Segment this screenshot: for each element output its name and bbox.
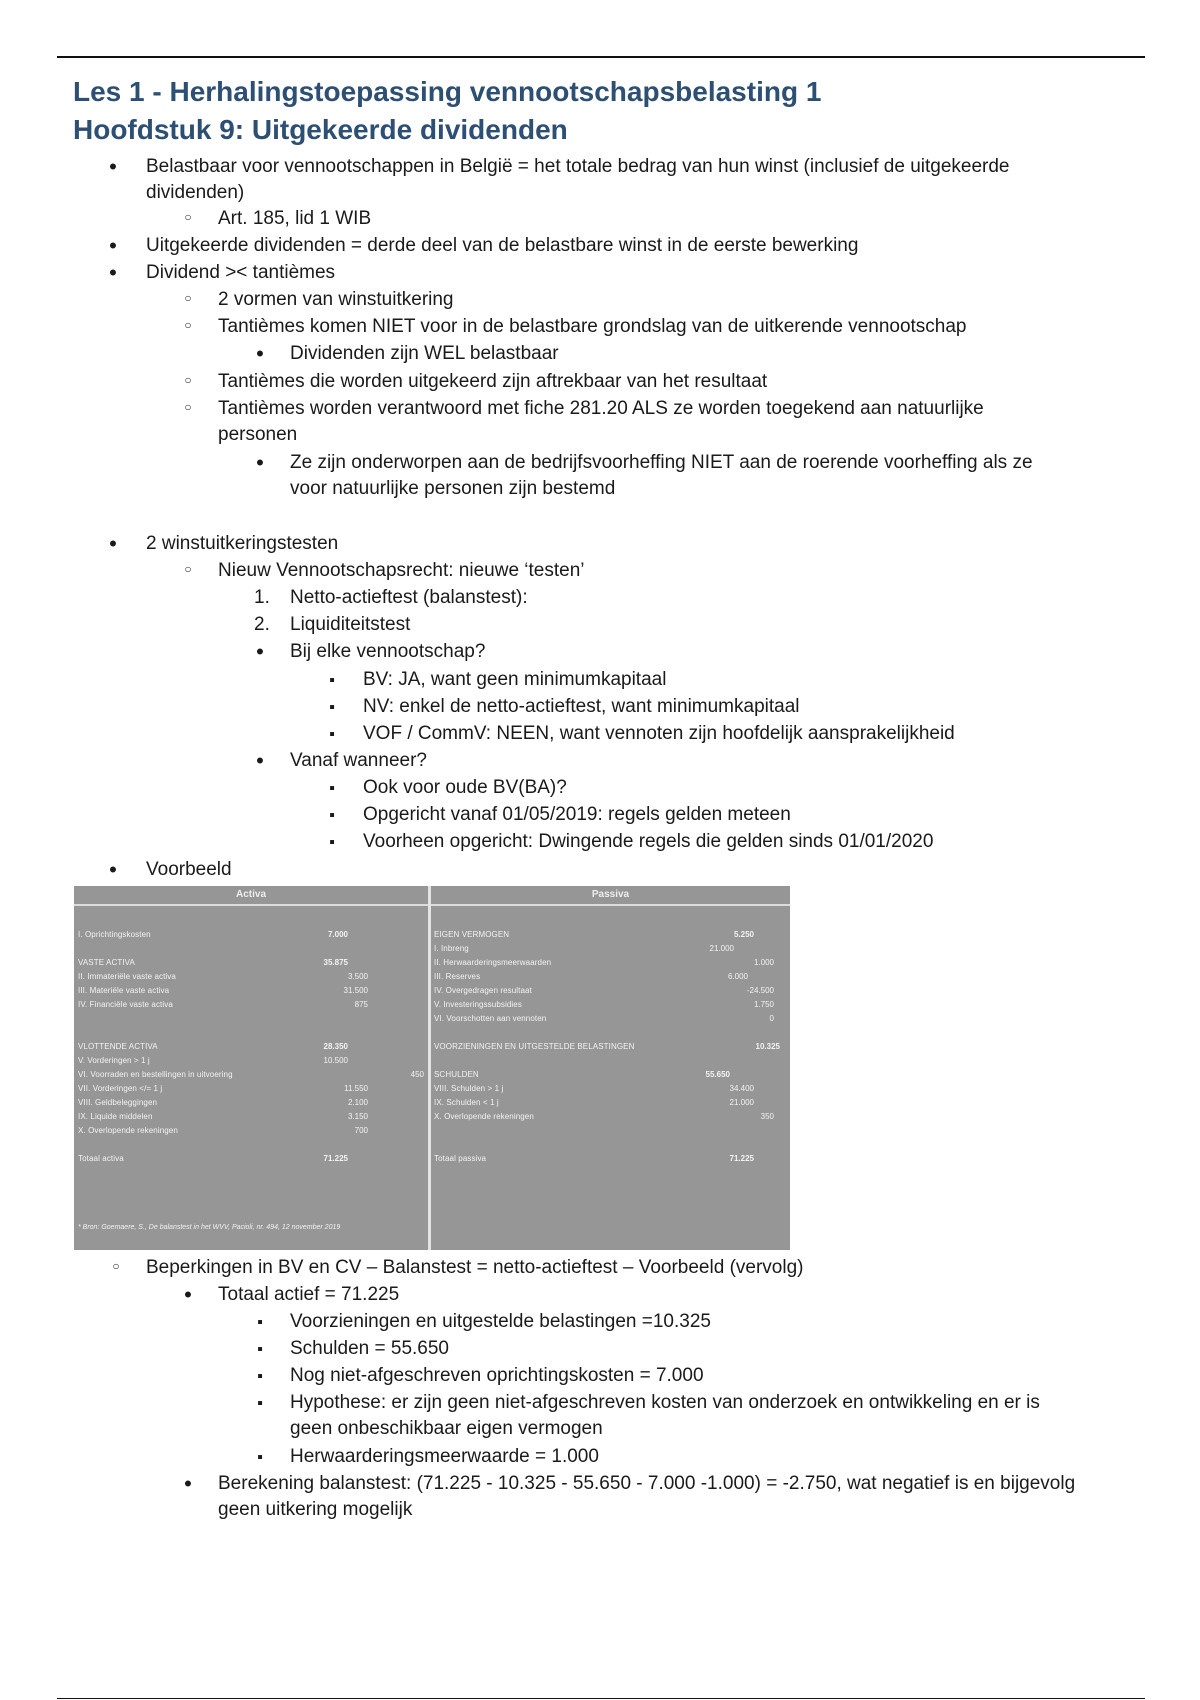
- activa-total-value: 71.225: [323, 1154, 348, 1163]
- page-title: Les 1 - Herhalingstoepassing vennootschapsbelasting 1: [73, 76, 822, 107]
- bullet-circle-icon: [180, 396, 196, 423]
- list-item: NV: enkel de netto-actieftest, want minimumkapitaal: [363, 696, 800, 717]
- list-item: BV: JA, want geen minimumkapitaal: [363, 669, 667, 690]
- activa-label: III. Materiële vaste activa: [78, 986, 170, 995]
- list-item: Nieuw Vennootschapsrecht: nieuwe ‘testen’: [218, 560, 585, 581]
- list-item: Tantièmes die worden uitgekeerd zijn aftrekbaar van het resultaat: [218, 371, 768, 392]
- list-item: Voorheen opgericht: Dwingende regels die gelden sinds 01/01/2020: [363, 831, 934, 852]
- passiva-value: 0: [769, 1014, 774, 1023]
- activa-value: 7.000: [327, 930, 348, 939]
- passiva-value: 34.400: [729, 1084, 754, 1093]
- list-item: dividenden): [146, 182, 245, 203]
- passiva-value: 21.000: [729, 1098, 754, 1107]
- list-item: Uitgekeerde dividenden = derde deel van de belastbare winst in de eerste bewerking: [146, 235, 859, 256]
- list-item: Opgericht vanaf 01/05/2019: regels gelden meteen: [363, 804, 791, 825]
- activa-label: IV. Financiële vaste activa: [78, 1000, 173, 1009]
- list-item: VOF / CommV: NEEN, want vennoten zijn hoofdelijk aansprakelijkheid: [363, 723, 955, 744]
- list-number: 2.: [254, 614, 270, 635]
- list-item: geen uitkering mogelijk: [218, 1499, 413, 1520]
- activa-value: 3.150: [347, 1112, 368, 1121]
- list-item: Nog niet-afgeschreven oprichtingskosten = 7.000: [290, 1365, 704, 1386]
- bullet-circle-icon: [180, 369, 196, 396]
- activa-value: 875: [354, 1000, 368, 1009]
- activa-label: IX. Liquide middelen: [78, 1112, 153, 1121]
- bullet-disc-icon: [180, 1282, 196, 1310]
- bullet-square-icon: [324, 721, 340, 748]
- passiva-value: 10.325: [755, 1042, 780, 1051]
- passiva-value: 350: [760, 1112, 774, 1121]
- balance-sheet-image: [74, 886, 790, 1250]
- bullet-disc-icon: [105, 154, 121, 182]
- bullet-circle-icon: [180, 206, 196, 233]
- list-item: Totaal actief = 71.225: [218, 1284, 400, 1305]
- top-rule: [57, 56, 1145, 58]
- activa-total-label: Totaal activa: [78, 1154, 124, 1163]
- passiva-value: 1.750: [753, 1000, 774, 1009]
- activa-label: II. Immateriële vaste activa: [78, 972, 176, 981]
- bullet-square-icon: [324, 667, 340, 694]
- list-item: Herwaarderingsmeerwaarde = 1.000: [290, 1446, 599, 1467]
- bullet-square-icon: [252, 1363, 268, 1390]
- activa-value: 35.875: [323, 958, 348, 967]
- passiva-value: 5.250: [733, 930, 754, 939]
- sheet-column-divider: [428, 886, 431, 1250]
- activa-label: I. Oprichtingskosten: [78, 930, 151, 939]
- bottom-rule: [57, 1698, 1145, 1699]
- bullet-disc-icon: [105, 857, 121, 885]
- activa-value: 450: [410, 1070, 424, 1079]
- bullet-circle-icon: [180, 314, 196, 341]
- list-item: Beperkingen in BV en CV – Balanstest = netto-actieftest – Voorbeeld (vervolg): [146, 1257, 804, 1278]
- passiva-label: EIGEN VERMOGEN: [434, 930, 510, 939]
- list-item: Tantièmes komen NIET voor in de belastbare grondslag van de uitkerende vennootschap: [218, 316, 967, 337]
- passiva-label: I. Inbreng: [434, 944, 469, 953]
- bullet-square-icon: [324, 775, 340, 802]
- list-item: Bij elke vennootschap?: [290, 641, 486, 662]
- list-item: Tantièmes worden verantwoord met fiche 281.20 ALS ze worden toegekend aan natuurlijke: [218, 398, 984, 419]
- passiva-value: 21.000: [709, 944, 734, 953]
- activa-value: 700: [354, 1126, 368, 1135]
- sheet-header-divider: [74, 904, 790, 906]
- passiva-label: VI. Voorschotten aan vennoten: [434, 1014, 547, 1023]
- passiva-header: Passiva: [591, 889, 630, 900]
- list-item: Dividend >< tantièmes: [146, 262, 336, 283]
- list-item: Voorbeeld: [146, 859, 232, 880]
- bullet-disc-icon: [252, 450, 268, 478]
- passiva-value: 55.650: [705, 1070, 730, 1079]
- bullet-square-icon: [324, 829, 340, 856]
- activa-value: 2.100: [347, 1098, 368, 1107]
- list-item: Ze zijn onderworpen aan de bedrijfsvoorheffing NIET aan de roerende voorheffing als ze: [290, 452, 1033, 473]
- list-item: Vanaf wanneer?: [290, 750, 427, 771]
- activa-value: 10.500: [323, 1056, 348, 1065]
- list-item: Hypothese: er zijn geen niet-afgeschreven kosten van onderzoek en ontwikkeling en er is: [290, 1392, 1040, 1413]
- passiva-label: III. Reserves: [434, 972, 481, 981]
- bullet-circle-icon: [180, 287, 196, 314]
- activa-label: X. Overlopende rekeningen: [78, 1126, 178, 1135]
- passiva-label: IV. Overgedragen resultaat: [434, 986, 532, 995]
- bullet-disc-icon: [252, 748, 268, 776]
- list-item: Liquiditeitstest: [290, 614, 411, 635]
- passiva-total-label: Totaal passiva: [434, 1154, 487, 1163]
- passiva-label: IX. Schulden < 1 j: [434, 1098, 499, 1107]
- activa-label: VLOTTENDE ACTIVA: [78, 1042, 158, 1051]
- activa-label: VI. Voorraden en bestellingen in uitvoering: [78, 1070, 233, 1079]
- activa-label: VII. Vorderingen </= 1 j: [78, 1084, 163, 1093]
- list-item: Berekening balanstest: (71.225 - 10.325 - 55.650 - 7.000 -1.000) = -2.750, wat negatief is en bijgevolg: [218, 1473, 1076, 1494]
- bullet-disc-icon: [252, 639, 268, 667]
- activa-label: VIII. Geldbeleggingen: [78, 1098, 158, 1107]
- activa-value: 28.350: [323, 1042, 348, 1051]
- passiva-value: 6.000: [727, 972, 748, 981]
- list-item: Netto-actieftest (balanstest):: [290, 587, 528, 608]
- bullet-circle-icon: [108, 1255, 124, 1282]
- bullet-square-icon: [252, 1390, 268, 1417]
- bullet-square-icon: [252, 1309, 268, 1336]
- bullet-disc-icon: [252, 341, 268, 369]
- list-item: geen onbeschikbaar eigen vermogen: [290, 1418, 603, 1439]
- activa-value: 11.550: [344, 1084, 368, 1093]
- activa-label: VASTE ACTIVA: [78, 958, 135, 967]
- list-item: 2 winstuitkeringstesten: [146, 533, 339, 554]
- activa-value: 31.500: [343, 986, 368, 995]
- bullet-disc-icon: [105, 233, 121, 261]
- list-number: 1.: [254, 587, 270, 608]
- bullet-disc-icon: [180, 1471, 196, 1499]
- bullet-square-icon: [252, 1336, 268, 1363]
- list-item: Dividenden zijn WEL belastbaar: [290, 343, 559, 364]
- source-note: * Bron: Goemaere, S., De balanstest in het WVV, Pacioli, nr. 494, 12 november 2019: [78, 1224, 341, 1231]
- list-item: Ook voor oude BV(BA)?: [363, 777, 567, 798]
- list-item: 2 vormen van winstuitkering: [218, 289, 454, 310]
- activa-header: Activa: [235, 889, 266, 900]
- bullet-square-icon: [324, 694, 340, 721]
- chapter-title: Hoofdstuk 9: Uitgekeerde dividenden: [73, 114, 568, 145]
- passiva-label: X. Overlopende rekeningen: [434, 1112, 534, 1121]
- bullet-disc-icon: [105, 531, 121, 559]
- passiva-label: II. Herwaarderingsmeerwaarden: [434, 958, 552, 967]
- passiva-label: VOORZIENINGEN EN UITGESTELDE BELASTINGEN: [434, 1042, 635, 1051]
- passiva-label: SCHULDEN: [434, 1070, 479, 1079]
- passiva-value: 1.000: [753, 958, 774, 967]
- list-item: Belastbaar voor vennootschappen in België = het totale bedrag van hun winst (inclusief de uitgekeerde: [146, 156, 1010, 177]
- list-item: personen: [218, 424, 298, 445]
- passiva-label: VIII. Schulden > 1 j: [434, 1084, 504, 1093]
- passiva-label: V. Investeringssubsidies: [434, 1000, 522, 1009]
- bullet-square-icon: [324, 802, 340, 829]
- passiva-value: -24.500: [746, 986, 774, 995]
- activa-label: V. Vorderingen > 1 j: [78, 1056, 150, 1065]
- list-item: Voorzieningen en uitgestelde belastingen =10.325: [290, 1311, 711, 1332]
- list-item: voor natuurlijke personen zijn bestemd: [290, 478, 616, 499]
- list-item: Art. 185, lid 1 WIB: [218, 208, 372, 229]
- bullet-square-icon: [252, 1444, 268, 1471]
- list-item: Schulden = 55.650: [290, 1338, 449, 1359]
- bullet-circle-icon: [180, 558, 196, 585]
- bullet-disc-icon: [105, 260, 121, 288]
- activa-value: 3.500: [347, 972, 368, 981]
- passiva-total-value: 71.225: [729, 1154, 754, 1163]
